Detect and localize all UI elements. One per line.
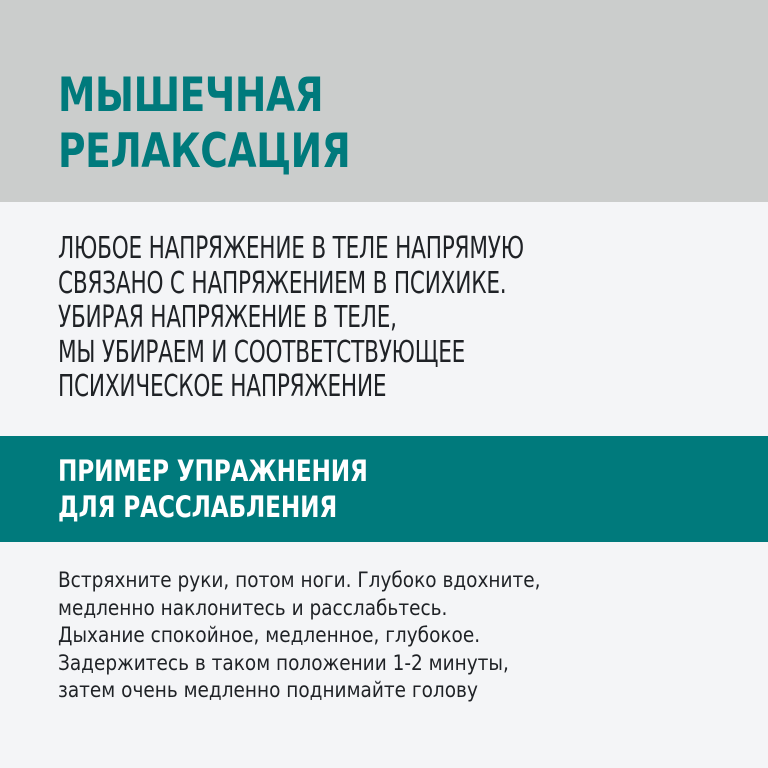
intro-line-1: ЛЮБОЕ НАПРЯЖЕНИЕ В ТЕЛЕ НАПРЯМУЮ xyxy=(58,231,524,266)
example-heading-line-2: ДЛЯ РАССЛАБЛЕНИЯ xyxy=(58,490,338,524)
intro-line-3: УБИРАЯ НАПРЯЖЕНИЕ В ТЕЛЕ, xyxy=(58,300,397,335)
intro-line-2: СВЯЗАНО С НАПРЯЖЕНИЕМ В ПСИХИКЕ. xyxy=(58,265,507,301)
intro-line-4: МЫ УБИРАЕМ И СООТВЕТСТВУЮЩЕЕ xyxy=(58,334,466,370)
instruction-line-5: затем очень медленно поднимайте голову xyxy=(58,678,478,703)
intro-line-5: ПСИХИЧЕСКОЕ НАПРЯЖЕНИЕ xyxy=(58,369,387,404)
instruction-line-4: Задержитесь в таком положении 1-2 минуты, xyxy=(58,650,509,676)
intro-text xyxy=(58,232,718,405)
title-line-2: РЕЛАКСАЦИЯ xyxy=(58,124,351,179)
title-band xyxy=(0,0,768,202)
title-line-1: МЫШЕЧНАЯ xyxy=(58,68,324,123)
example-heading-line-1: ПРИМЕР УПРАЖНЕНИЯ xyxy=(58,454,368,488)
instructions-text xyxy=(58,567,738,705)
instruction-line-3: Дыхание спокойное, медленное, глубокое. xyxy=(58,623,481,648)
instruction-line-1: Встряхните руки, потом ноги. Глубоко вдохните, xyxy=(58,568,541,593)
example-heading-band xyxy=(0,436,768,542)
instruction-line-2: медленно наклонитесь и расслабьтесь. xyxy=(58,595,448,621)
